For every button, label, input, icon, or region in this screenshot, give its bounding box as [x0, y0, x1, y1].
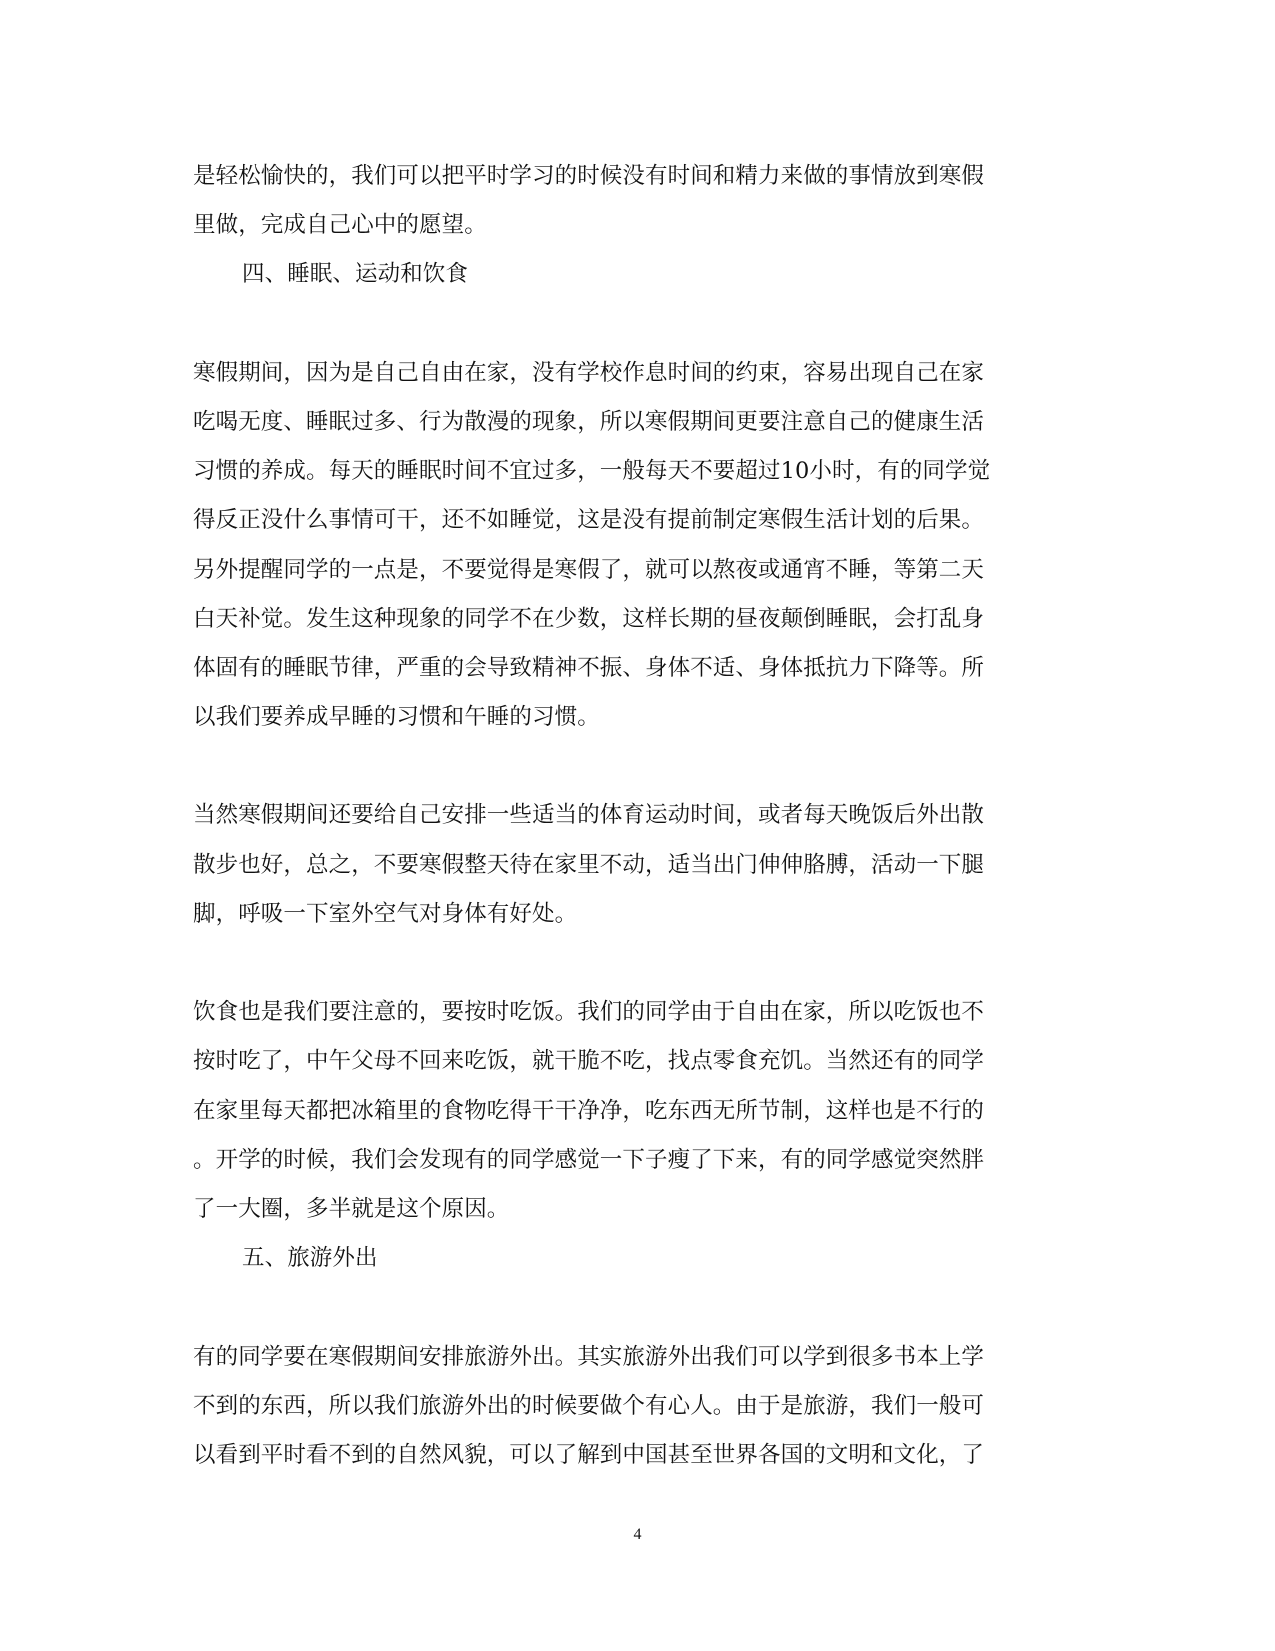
text-line: 是轻松愉快的，我们可以把平时学习的时候没有时间和精力来做的事情放到寒假: [193, 163, 985, 189]
paragraph: [193, 1333, 1073, 1481]
text-line: 另外提醒同学的一点是，不要觉得是寒假了，就可以熬夜或通宵不睡，等第二天: [193, 556, 985, 583]
paragraph: [193, 988, 1073, 1234]
text-line: 当然寒假期间还要给自己安排一些适当的体育运动时间，或者每天晚饭后外出散: [193, 802, 985, 829]
text-line: 以我们要养成早睡的习惯和午睡的习惯。: [193, 704, 600, 731]
text-line: 以看到平时看不到的自然风貌，可以了解到中国甚至世界各国的文明和文化，了: [193, 1441, 985, 1468]
paragraph-spacer: [193, 939, 1073, 988]
paragraph: [193, 791, 1073, 939]
text-line: 。开学的时候，我们会发现有的同学感觉一下子瘦了下来，有的同学感觉突然胖: [193, 1146, 985, 1173]
page-number: 4: [633, 1526, 642, 1543]
text-line: 得反正没什么事情可干，还不如睡觉，这是没有提前制定寒假生活计划的后果。: [193, 507, 985, 534]
text-line: 脚，呼吸一下室外空气对身体有好处。: [193, 900, 578, 927]
section-heading: 四、睡眠、运动和饮食: [242, 261, 469, 288]
text-line: 饮食也是我们要注意的，要按时吃饭。我们的同学由于自由在家，所以吃饭也不: [193, 999, 985, 1026]
paragraph-spacer: [193, 742, 1073, 791]
text-line: 有的同学要在寒假期间安排旅游外出。其实旅游外出我们可以学到很多书本上学: [193, 1343, 985, 1370]
paragraph-spacer: [193, 1283, 1073, 1332]
text-line: 散步也好，总之，不要寒假整天待在家里不动，适当出门伸伸胳膊，活动一下腿: [193, 851, 985, 878]
text-line: 寒假期间，因为是自己自由在家，没有学校作息时间的约束，容易出现自己在家: [193, 359, 985, 386]
text-line: 习惯的养成。每天的睡眠时间不宜过多，一般每天不要超过10小时，有的同学觉: [193, 458, 991, 485]
text-line: 不到的东西，所以我们旅游外出的时候要做个有心人。由于是旅游，我们一般可: [193, 1392, 985, 1419]
text-line: 按时吃了，中午父母不回来吃饭，就干脆不吃，找点零食充饥。当然还有的同学: [193, 1048, 985, 1075]
text-line: 在家里每天都把冰箱里的食物吃得干干净净，吃东西无所节制，这样也是不行的: [193, 1097, 985, 1124]
text-line: 了一大圈，多半就是这个原因。: [193, 1195, 510, 1222]
text-line: 里做，完成自己心中的愿望。: [193, 212, 487, 239]
paragraph: [193, 152, 1073, 250]
text-line: 白天补觉。发生这种现象的同学不在少数，这样长期的昼夜颠倒睡眠，会打乱身: [193, 605, 985, 632]
section-heading: 五、旅游外出: [242, 1245, 378, 1272]
paragraph-spacer: [193, 300, 1073, 349]
paragraph: [193, 349, 1073, 743]
text-line: 体固有的睡眠节律，严重的会导致精神不振、身体不适、身体抵抗力下降等。所: [193, 654, 985, 681]
text-line: 吃喝无度、睡眠过多、行为散漫的现象，所以寒假期间更要注意自己的健康生活: [193, 408, 985, 435]
document-body: [193, 152, 1073, 1480]
